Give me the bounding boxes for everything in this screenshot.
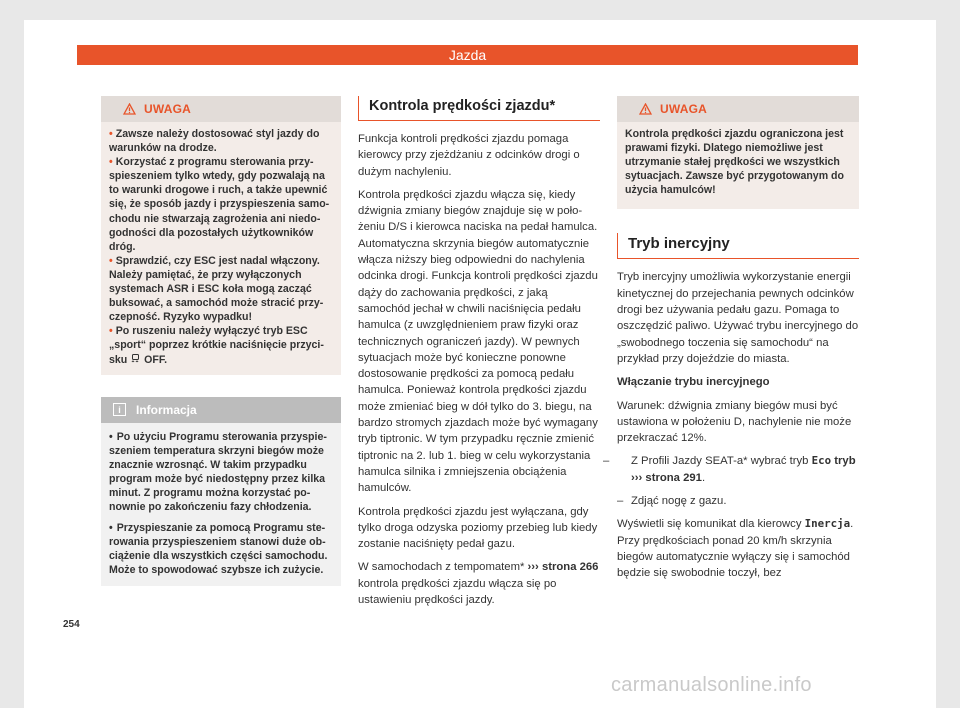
- middle-column: [358, 96, 600, 615]
- step-item: – Z Profili Jazdy SEAT-a* wybrać tryb Eco tryb ››› strona 291.: [603, 454, 856, 484]
- warning-triangle-icon: [123, 103, 136, 115]
- paragraph: W samochodach z tempomatem* ››› strona 266 kontrola prędkości zjazdu włącza się po ustawieniu prędkości jazdy.: [358, 561, 599, 607]
- subheading: Włączanie trybu inercyjnego: [617, 376, 770, 389]
- list-item: • Przyspieszanie za pomocą Programu sterowania przyspieszeniem stanowi duże obciążenie dla wszystkich części samochodu. Może to spowodować szybsze ich zużycie.: [109, 522, 328, 577]
- info-icon: i: [113, 403, 126, 416]
- section-title: Kontrola prędkości zjazdu*: [358, 96, 600, 121]
- left-column: [101, 96, 341, 586]
- warning-body: [101, 122, 341, 375]
- page-number: 254: [63, 619, 80, 630]
- info-title: Informacja: [136, 402, 197, 417]
- list-item: • Korzystać z programu sterowania przyspieszeniem tylko wtedy, gdy pozwalają na to warunki drogowe i ruch, a także upewnić się, że sposób jazdy i przyspieszenia samochodu nie stwarzają zagrożenia ani niedogodności dla pozostałych użytkowników dróg.: [109, 156, 330, 253]
- esc-car-icon: [130, 353, 141, 364]
- section-body: [603, 269, 859, 581]
- paragraph: Wyświetli się komunikat dla kierowcy Inercja. Przy prędkościach ponad 20 km/h skrzynia biegów automatycznie wyłączy się i samochód będzie się swobodnie toczył, bez: [617, 517, 854, 580]
- watermark: carmanualsonline.info: [611, 674, 812, 696]
- warning-header: [101, 96, 341, 122]
- paragraph: Kontrola prędkości zjazdu jest wyłączana, gdy tylko droga odzyska poziomy przebieg lub kiedy zostanie naciśnięty pedał gazu.: [358, 505, 598, 551]
- info-box: [101, 397, 341, 586]
- mode-label: Eco: [811, 454, 832, 468]
- list-item: • Sprawdzić, czy ESC jest nadal włączony. Należy pamiętać, że przy wyłączonych systemach ASR i ESC koła mogą zacząć buksować, a samochód może stracić przyczepność. Ryzyko wypadku!: [109, 254, 324, 324]
- section-title: Tryb inercyjny: [617, 233, 859, 259]
- paragraph: Warunek: dźwignia zmiany biegów musi być ustawiona w położeniu D, nachylenie nie może przekraczać 12%.: [617, 399, 852, 445]
- list-item: • Zawsze należy dostosować styl jazdy do warunków na drodze.: [109, 128, 320, 155]
- warning-box: [617, 96, 859, 209]
- paragraph: Kontrola prędkości zjazdu włącza się, kiedy dźwignia zmiany biegów znajduje się w położeniu D/S i kierowca naciska na pedał hamulca. Automatyczna skrzynia biegów automatycznie włącza niższy bieg odpowiedni do nachylenia odcinka drogi. Funkcja kontroli prędkości zjazdu dąży do zachowania prędkości, z jaką samochód jechał w chwili naciśnięcia pedału hamulca (z uwzględnieniem praw fizyki oraz technicznych ograniczeń jazdy). W pewnych sytuacjach może być konieczne ponowne dostosowanie prędkości za pomocą pedału hamulca. Ponieważ kontrola prędkości zjazdu może zmieniać bieg w dół tylko do 3. biegu, na bardzo stromych zjazdach może być wymagany tryb tiptronic. W tym przypadku ręcznie zmienić tiptronic na 2. lub 1. bieg w celu wykorzystania hamulca silnika i zmniejszenia obciążenia hamulców.: [358, 188, 598, 495]
- warning-box: [101, 96, 341, 375]
- chapter-header: Jazda: [77, 45, 858, 65]
- warning-header: [617, 96, 859, 122]
- section-body: [358, 131, 600, 608]
- paragraph: Funkcja kontroli prędkości zjazdu pomaga kierowcy przy zjeżdżaniu z odcinków drogi o dużym nachyleniu.: [358, 133, 580, 178]
- display-message: Inercja: [804, 517, 851, 531]
- page-reference-link[interactable]: ››› strona 266: [527, 561, 599, 574]
- list-item: • Po użyciu Programu sterowania przyspieszeniem temperatura skrzyni biegów może znacznie wzrosnąć. W takim przypadku program może być niedostępny przez kilka minut. Z programu można korzystać ponownie po zakończeniu fazy chłodzenia.: [109, 430, 327, 514]
- warning-title: UWAGA: [660, 102, 707, 116]
- warning-body: Kontrola prędkości zjazdu ograniczona jest prawami fizyki. Dlatego niemożliwe jest utrzymanie stałej prędkości we wszystkich sytuacjach. Zawsze być przygotowanym do użycia hamulców!: [625, 128, 844, 197]
- right-column: [603, 96, 859, 589]
- step-item: – Zdjąć nogę z gazu.: [617, 495, 727, 508]
- info-header: [101, 397, 341, 423]
- page-reference-link[interactable]: tryb ››› strona 291: [631, 455, 856, 484]
- info-body: [101, 423, 341, 586]
- list-item: • Po ruszeniu należy wyłączyć tryb ESC „sport“ poprzez krótkie naciśnięcie przycisku OFF.: [109, 325, 324, 366]
- warning-triangle-icon: [639, 103, 652, 115]
- warning-title: UWAGA: [144, 102, 191, 116]
- paragraph: Tryb inercyjny umożliwia wykorzystanie energii kinetycznej do przejechania pewnych odcinków drogi bez używania pedału gazu. Pomaga to oszczędzić paliwo. Używać trybu inercyjnego do „swobodnego toczenia się samochodu“ na przykład przy dojeździe do miasta.: [617, 271, 859, 365]
